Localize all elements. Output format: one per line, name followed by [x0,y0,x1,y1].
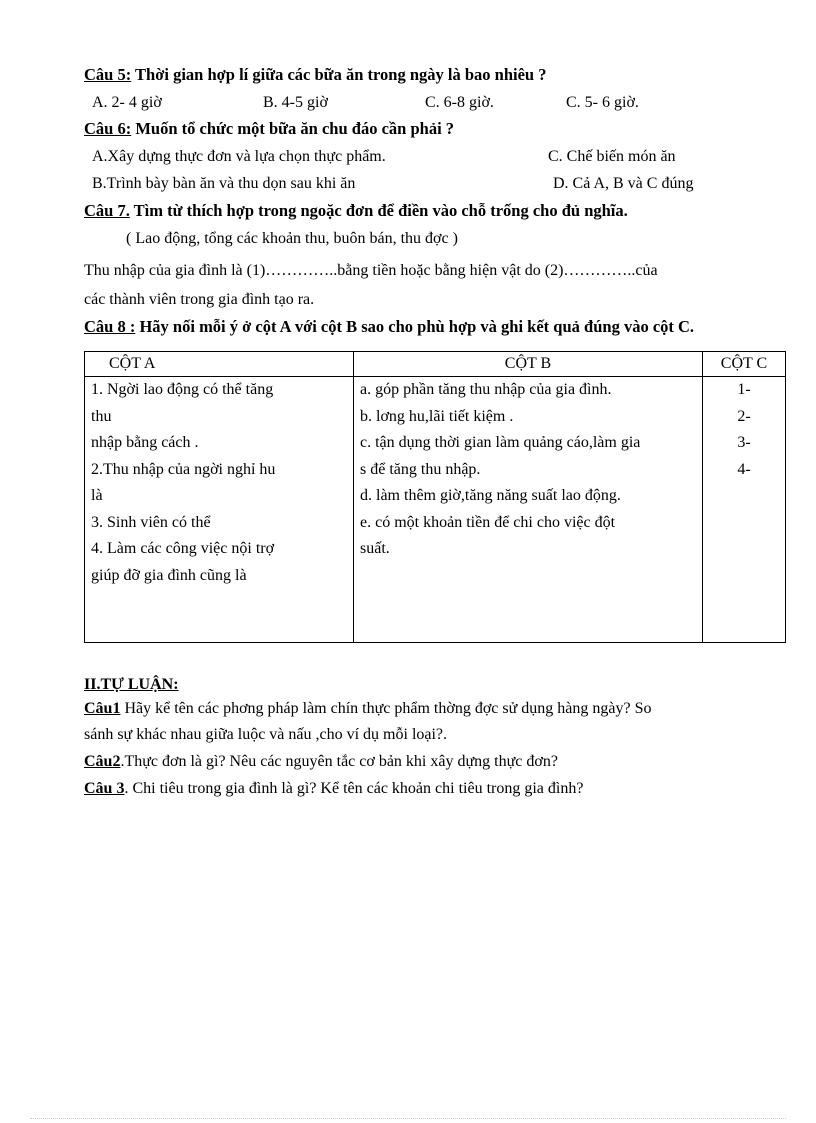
column-a-line: thu [91,407,112,425]
column-c-line: 1- [737,381,751,398]
column-a-line: 4. Làm các công việc nội trợ [91,540,275,557]
part-2-heading: II.TỰ LUẬN: [84,676,179,693]
column-b-line: b. lơng hu,lãi tiết kiệm . [360,407,514,425]
essay-question-3-label: Câu 3 [84,780,125,797]
question-5-option-b: B. 4-5 giờ [263,94,328,111]
question-7-heading [84,201,628,221]
column-b-header: CỘT B [354,352,703,377]
question-8-heading [84,317,694,337]
essay-question-1-label: Câu1 [84,700,121,717]
column-c-header: CỘT C [703,352,786,377]
column-a-line: là [91,487,103,504]
column-b-line: s để tăng thu nhập. [360,460,481,478]
column-b-line: d. làm thêm giờ,tăng năng suất lao động. [360,487,621,504]
column-a-line: nhập bằng cách . [91,434,199,451]
essay-question-3 [84,779,583,799]
question-8-text: Hãy nối mỗi ý ở cột A với cột B sao cho phù hợp và ghi kết quả đúng vào cột C. [135,317,695,336]
page-bottom-divider [30,1118,786,1119]
question-5-heading [84,65,546,85]
question-6-option-b: B.Trình bày bàn ăn và thu dọn sau khi ăn [92,175,356,192]
question-5-option-a: A. 2- 4 giờ [92,94,162,111]
column-b-cell [354,377,703,643]
column-a-header: CỘT A [85,352,354,377]
question-8-label: Câu 8 : [84,317,136,336]
essay-question-2-text: .Thực đơn là gì? Nêu các nguyên tắc cơ bản khi xây dựng thực đơn? [120,753,558,770]
essay-question-1-continued: sánh sự khác nhau giữa luộc và nấu ,cho ví dụ mỗi loại?. [84,726,448,743]
question-7-text: Tìm từ thích hợp trong ngoặc đơn để điền vào chỗ trống cho đủ nghĩa. [129,201,628,220]
question-7-sentence-line-2: các thành viên trong gia đình tạo ra. [84,291,315,308]
question-7-sentence-line-1: Thu nhập của gia đình là (1)…………..bằng tiền hoặc bằng hiện vật do (2)…………..của [84,262,658,279]
essay-question-3-text: . Chi tiêu trong gia đình là gì? Kể tên các khoản chi tiêu trong gia đình? [124,780,584,797]
column-c-line: 2- [737,407,751,425]
column-a-line: giúp đỡ gia đình cũng là [91,566,247,584]
question-5-text: Thời gian hợp lí giữa các bữa ăn trong ngày là bao nhiêu ? [131,65,547,84]
essay-question-2-label: Câu2 [84,753,121,770]
question-6-option-a: A.Xây dựng thực đơn và lựa chọn thực phẩm. [92,148,386,165]
column-a-line: 2.Thu nhập của ngời nghỉ hu [91,460,276,478]
question-5-option-d: C. 5- 6 giờ. [566,94,639,111]
essay-question-2 [84,752,558,772]
column-b-line: c. tận dụng thời gian làm quảng cáo,làm gia [360,434,641,451]
question-6-option-c: C. Chế biến món ăn [548,148,676,165]
question-5-label: Câu 5: [84,65,132,84]
column-b-line: suất. [360,540,390,557]
column-c-cell [703,377,786,643]
column-b-line: e. có một khoản tiền để chi cho việc đột [360,513,616,531]
question-7-label: Câu 7. [84,201,130,220]
essay-question-1-text: Hãy kể tên các phơng pháp làm chín thực phẩm thờng đợc sử dụng hàng ngày? So [120,700,652,717]
column-a-cell [85,377,354,643]
column-a-line: 3. Sinh viên có thể [91,513,211,531]
column-c-line: 4- [737,460,751,478]
column-b-line: a. góp phần tăng thu nhập của gia đình. [360,381,612,398]
matching-table-header-row [85,352,786,377]
essay-question-1 [84,699,652,719]
question-6-heading [84,119,454,139]
column-c-line: 3- [737,434,751,451]
question-6-option-d: D. Cả A, B và C đúng [553,175,694,192]
matching-table [84,351,786,643]
question-7-choices: ( Lao động, tổng các khoản thu, buôn bán, thu đợc ) [126,230,458,247]
question-5-option-c: C. 6-8 giờ. [425,94,494,111]
column-a-line: 1. Ngời lao động có thể tăng [91,381,274,398]
question-6-text: Muốn tổ chức một bữa ăn chu đáo cần phải ? [131,119,455,138]
question-6-label: Câu 6: [84,119,132,138]
matching-table-body-row [85,377,786,643]
